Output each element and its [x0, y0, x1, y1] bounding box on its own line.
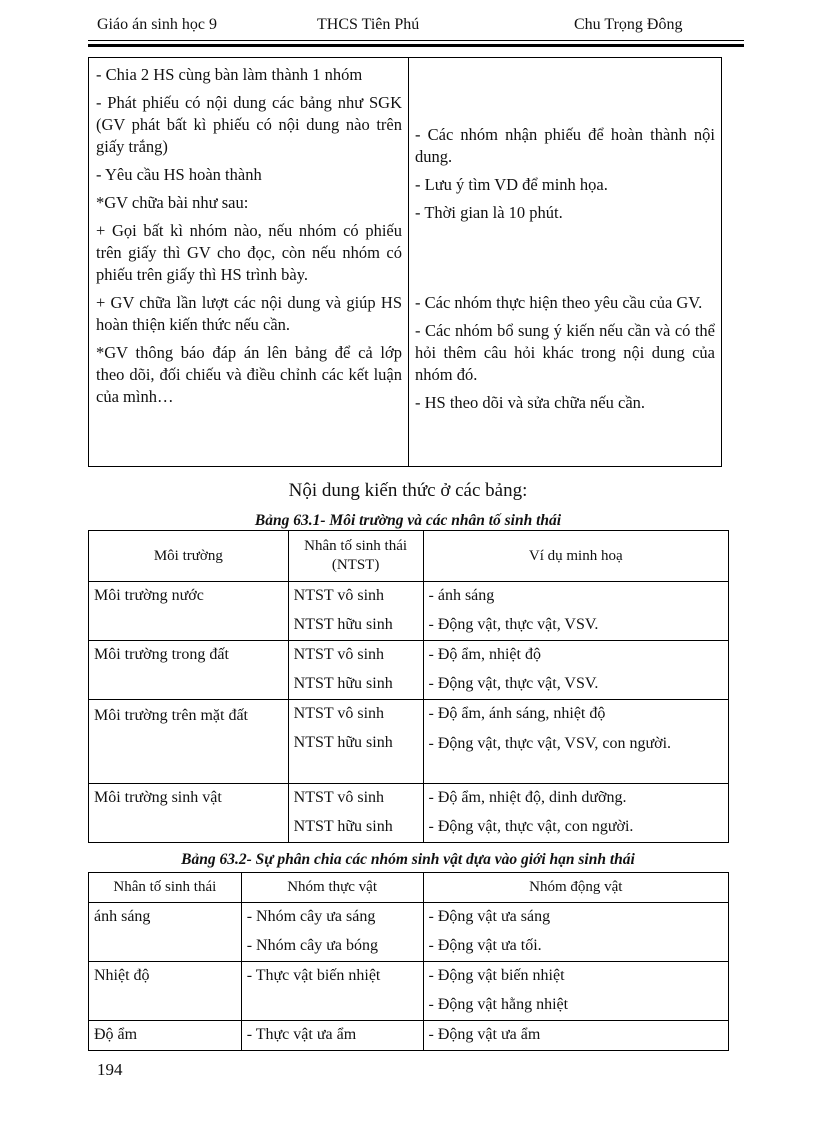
teacher-step: + GV chữa lần lượt các nội dung và giúp HS hoàn thiện kiến thức nếu cần. [96, 293, 402, 334]
teacher-activity-column [89, 58, 409, 466]
header-rule-thin [88, 40, 744, 41]
plant-group-cell: - Thực vật ưa ẩm [241, 1021, 423, 1051]
ecological-groups-table [88, 872, 729, 1051]
factor-cell: NTST vô sinh NTST hữu sinh [288, 784, 423, 843]
column-header: Nhóm thực vật [241, 873, 423, 903]
environment-factors-table [88, 530, 729, 843]
table-row [89, 700, 729, 784]
teacher-step: - Chia 2 HS cùng bàn làm thành 1 nhóm [96, 65, 363, 84]
header-left: Giáo án sinh học 9 [97, 16, 217, 33]
example-cell: - ánh sáng - Động vật, thực vật, VSV. [423, 582, 728, 641]
column-header: Nhân tố sinh thái [89, 873, 242, 903]
section-title: Nội dung kiến thức ở các bảng: [288, 480, 528, 501]
header-center: THCS Tiên Phú [317, 16, 420, 33]
page-number: 194 [97, 1060, 123, 1079]
student-step: - Các nhóm bổ sung ý kiến nếu cần và có thể hỏi thêm câu hỏi khác trong nội dung của nhóm đó. [415, 321, 715, 384]
table2-caption: Bảng 63.2- Sự phân chia các nhóm sinh vật dựa vào giới hạn sinh thái [181, 851, 635, 868]
plant-group-cell: - Nhóm cây ưa sáng - Nhóm cây ưa bóng [241, 903, 423, 962]
column-header: Nhóm động vật [423, 873, 728, 903]
plant-group-cell: - Thực vật biến nhiệt [241, 962, 423, 1021]
factor-cell: ánh sáng [89, 903, 242, 962]
student-activity-column [409, 58, 721, 466]
table-row [89, 784, 729, 843]
environment-cell: Môi trường nước [89, 582, 289, 641]
teacher-step: - Yêu cầu HS hoàn thành [96, 165, 262, 184]
table1-caption: Bảng 63.1- Môi trường và các nhân tố sinh thái [254, 512, 562, 529]
table-row [89, 641, 729, 700]
header-right: Chu Trọng Đông [574, 16, 683, 33]
student-step: - Thời gian là 10 phút. [415, 203, 563, 222]
student-step: - Các nhóm nhận phiếu để hoàn thành nội dung. [415, 125, 715, 166]
factor-cell: Nhiệt độ [89, 962, 242, 1021]
table-row [89, 962, 729, 1021]
table-header-row [89, 873, 729, 903]
example-cell: - Độ ẩm, nhiệt độ, dinh dưỡng. - Động vật, thực vật, con người. [423, 784, 728, 843]
animal-group-cell: - Động vật ưa ẩm [423, 1021, 728, 1051]
factor-cell: NTST vô sinh NTST hữu sinh [288, 700, 423, 784]
table-row [89, 582, 729, 641]
teacher-step: *GV chữa bài như sau: [96, 193, 249, 212]
teacher-step: + Gọi bất kì nhóm nào, nếu nhóm có phiếu trên giấy thì GV cho đọc, còn nếu nhóm có phiếu trên giấy thì HS trình bày. [96, 221, 402, 284]
table-row [89, 903, 729, 962]
student-step: - HS theo dõi và sửa chữa nếu cần. [415, 393, 646, 412]
column-header: Môi trường [89, 531, 289, 582]
factor-cell: NTST vô sinh NTST hữu sinh [288, 641, 423, 700]
student-step: - Lưu ý tìm VD để minh họa. [415, 175, 608, 194]
teacher-step: *GV thông báo đáp án lên bảng để cả lớp theo dõi, đối chiếu và điều chỉnh các kết luận của mình… [96, 343, 402, 406]
factor-cell: Độ ẩm [89, 1021, 242, 1051]
activity-table [88, 57, 722, 467]
student-step: - Các nhóm thực hiện theo yêu cầu của GV. [415, 293, 703, 312]
teacher-step: - Phát phiếu có nội dung các bảng như SGK (GV phát bất kì phiếu có nội dung nào trên giấy trắng) [96, 93, 402, 156]
environment-cell: Môi trường trên mặt đất [89, 700, 289, 784]
example-cell: - Độ ẩm, nhiệt độ - Động vật, thực vật, VSV. [423, 641, 728, 700]
environment-cell: Môi trường trong đất [89, 641, 289, 700]
table-row [89, 1021, 729, 1051]
example-cell: - Độ ẩm, ánh sáng, nhiệt độ - Động vật, thực vật, VSV, con người. [423, 700, 728, 784]
table-header-row [89, 531, 729, 582]
factor-cell: NTST vô sinh NTST hữu sinh [288, 582, 423, 641]
animal-group-cell: - Động vật ưa sáng - Động vật ưa tối. [423, 903, 728, 962]
environment-cell: Môi trường sinh vật [89, 784, 289, 843]
column-header: Ví dụ minh hoạ [423, 531, 728, 582]
header-rule-thick [88, 44, 744, 47]
column-header: Nhân tố sinh thái (NTST) [288, 531, 423, 582]
animal-group-cell: - Động vật biến nhiệt - Động vật hằng nhiệt [423, 962, 728, 1021]
